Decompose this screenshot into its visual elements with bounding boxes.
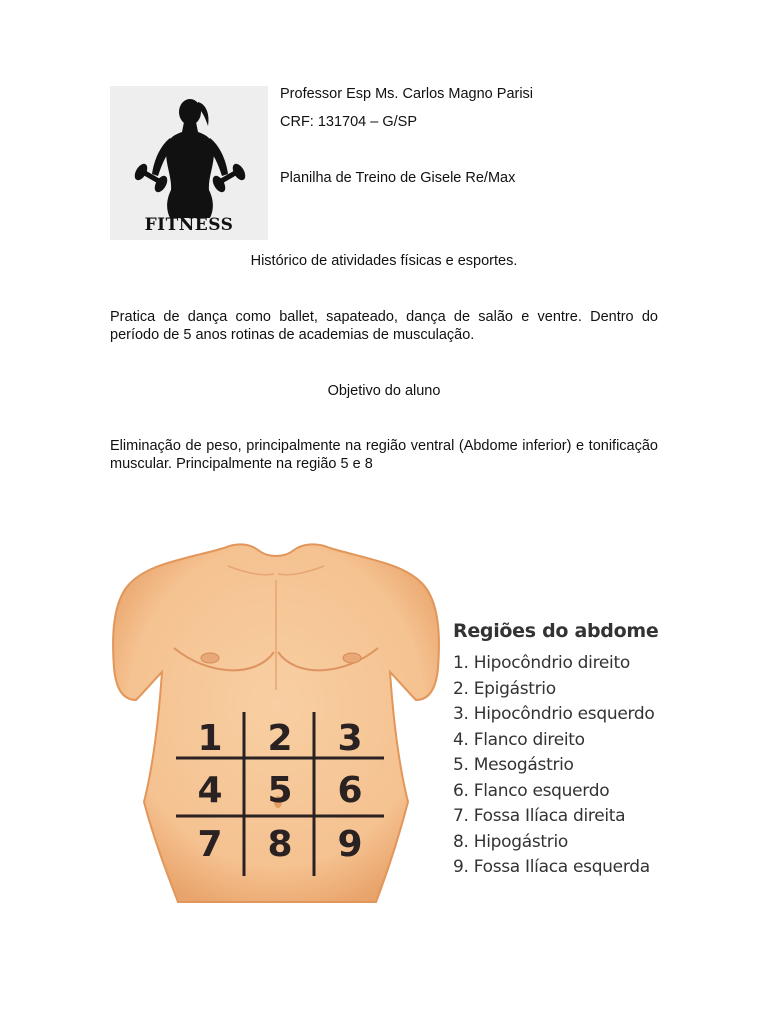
legend-item: 8. Hipogástrio <box>453 831 568 852</box>
region-number-5: 5 <box>267 770 293 811</box>
legend-item: 7. Fossa Ilíaca direita <box>453 806 626 826</box>
legend-item: 1. Hipocôndrio direito <box>453 653 630 673</box>
history-text: Pratica de dança como ballet, sapateado, dança de salão e ventre. Dentro do período de 5 anos rotinas de academias de musculação. <box>110 309 658 343</box>
regions-legend <box>453 620 658 881</box>
sheet-title: Planilha de Treino de Gisele Re/Max <box>280 170 516 186</box>
legend-item: 6. Flanco esquerdo <box>453 780 610 801</box>
region-number-7: 7 <box>197 824 223 865</box>
region-number-4: 4 <box>197 770 223 811</box>
left-nipple <box>201 653 219 663</box>
region-number-1: 1 <box>197 718 223 759</box>
abdomen-torso-illustration <box>108 540 444 906</box>
fitness-logo <box>110 86 268 240</box>
right-nipple <box>343 653 361 663</box>
logo-text: FITNESS <box>144 215 234 235</box>
region-number-3: 3 <box>337 718 363 759</box>
history-title: Histórico de atividades físicas e esportes. <box>250 253 518 269</box>
region-number-9: 9 <box>337 824 363 865</box>
professor-name: Professor Esp Ms. Carlos Magno Parisi <box>280 86 534 102</box>
legend-item: 5. Mesogástrio <box>453 755 574 775</box>
legend-item: 3. Hipocôndrio esquerdo <box>453 704 655 724</box>
crf-number: CRF: 131704 – G/SP <box>280 114 418 130</box>
region-number-2: 2 <box>267 718 293 759</box>
legend-item: 9. Fossa Ilíaca esquerda <box>453 857 650 877</box>
legend-item: 4. Flanco direito <box>453 729 585 750</box>
legend-item: 2. Epigástrio <box>453 678 556 699</box>
region-number-8: 8 <box>267 824 293 865</box>
legend-title: Regiões do abdome <box>453 620 659 642</box>
goal-title: Objetivo do aluno <box>327 383 441 399</box>
region-number-6: 6 <box>337 770 363 811</box>
goal-text: Eliminação de peso, principalmente na região ventral (Abdome inferior) e tonificação muscular. Principalmente na região 5 e 8 <box>110 438 658 472</box>
